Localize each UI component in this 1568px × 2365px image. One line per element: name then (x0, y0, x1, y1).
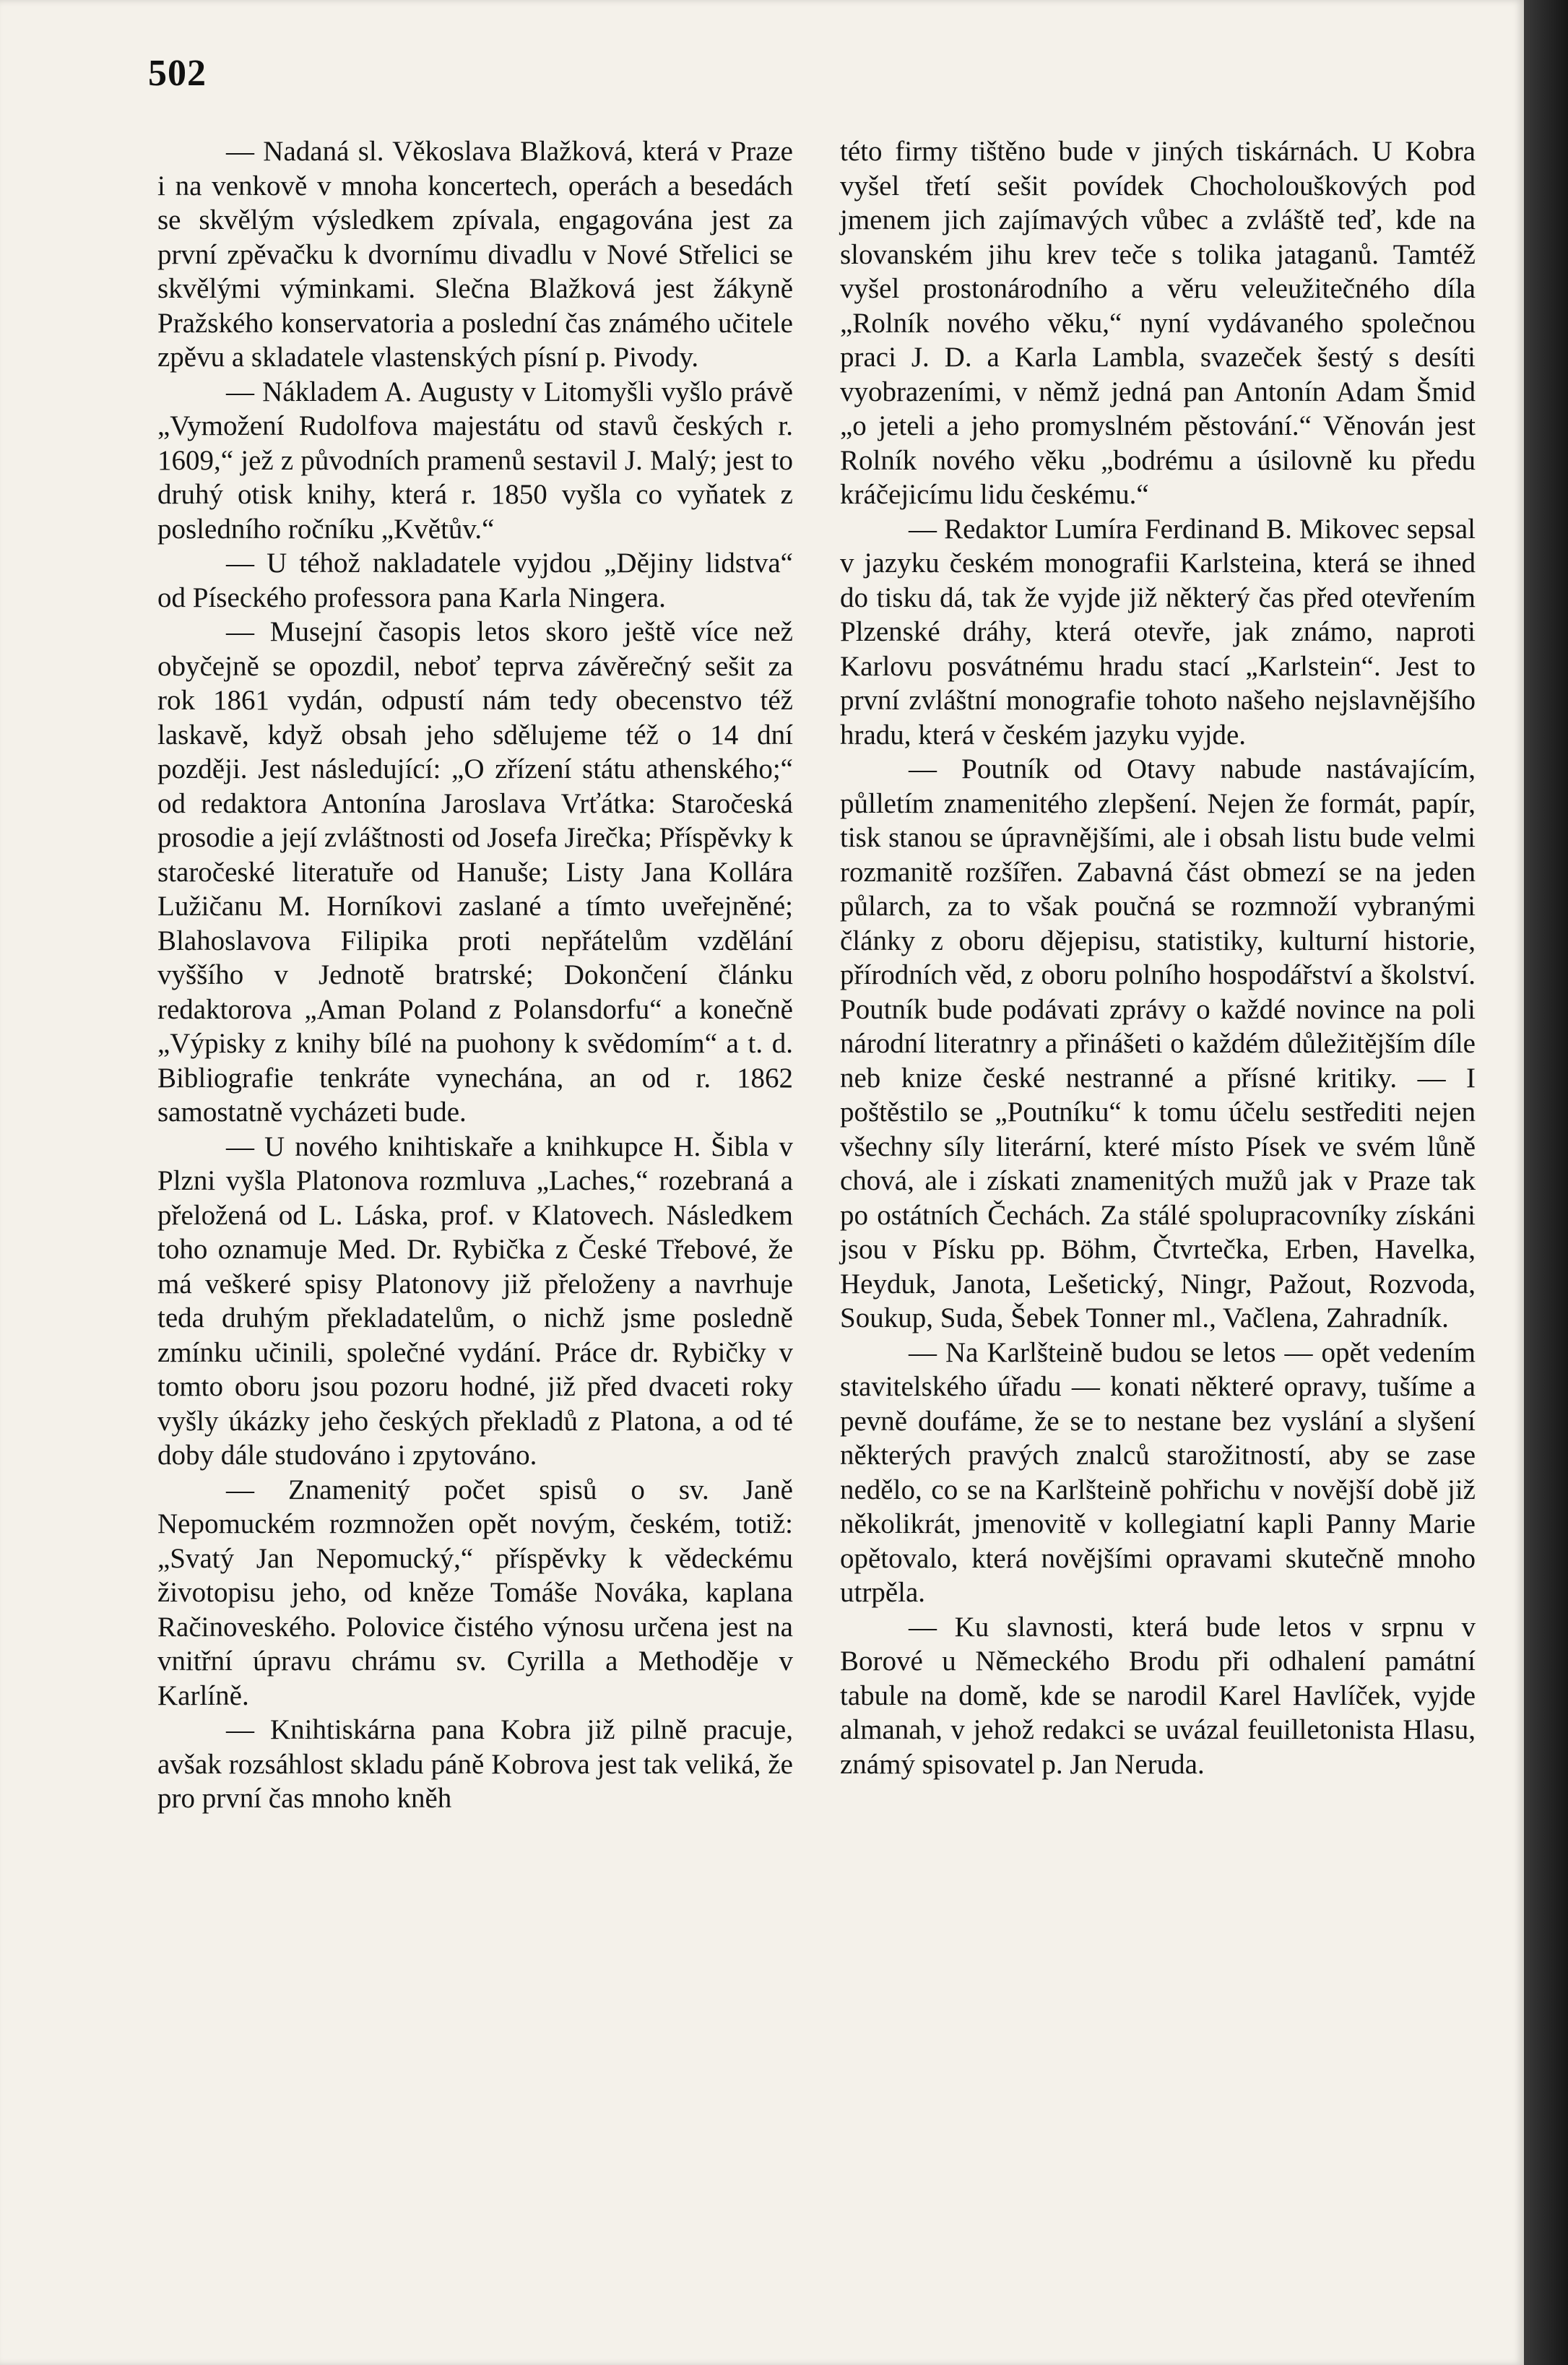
news-item-nepomucky: — Znamenitý počet spisů o sv. Janě Nepomuckém rozmnožen opět novým, českém, totiž: „Svatý Jan Nepomucký,“ příspěvky k vědeckému životopisu jeho, od kněze Tomáše Nováka, kaplana Račinoveského. Polovice čistého výnosu určena jest na vnitřní úpravu chrámu sv. Cyrilla a Methoděje v Karlíně. (157, 1474, 793, 1711)
news-item-augusta: — Nákladem A. Augusty v Litomyšli vyšlo právě „Vymožení Rudolfova majestátu od stavů českých r. 1609,“ jež z původních pramenů sestavil J. Malý; jest to druhý otisk knihy, která r. 1850 vyšla co vyňatek z posledního ročníku „Květův.“ (157, 376, 793, 545)
right-column (840, 134, 1476, 1781)
news-item-kober-start: — Knihtiskárna pana Kobra již pilně pracuje, avšak rozsáhlost skladu páně Kobrova jest tak veliká, že pro první čas mnoho kněh (157, 1714, 793, 1814)
news-item-blazkova: — Nadaná sl. Věkoslava Blažková, která v Praze i na venkově v mnoha koncertech, operách a besedách se skvělým výsledkem zpívala, engagována jest za první zpěvačku k dvornímu divadlu v Nové Střelici se skvělými výminkami. Slečna Blažková jest žákyně Pražského konservatoria a poslední čas známého učitele zpěvu a skladatele vlastenských písní p. Pivody. (157, 136, 793, 373)
news-item-poutnik: — Poutník od Otavy nabude nastávajícím, půlletím znamenitého zlepšení. Nejen že formát, papír, tisk stanou se úpravnějšími, ale i obsah listu bude velmi rozmanitě rozšířen. Zabavná část obmezí se na jeden půlarch, za to však poučná se rozmnoží vybranými články z oboru dějepisu, statistiky, kulturní historie, přírodních věd, z oboru polního hospodářství a školství. Poutník bude podávati zprávy o každé novince na poli národní literatnry a přinášeti o každém důležitějším díle neb knize české nestranné a přísné kritiky. — I poštěstilo se „Poutníku“ k tomu účelu sestřediti nejen všechny síly literární, které místo Písek ve svém lůně chová, ale i získati znamenitých mužů jak v Praze tak po ostátních Čechách. Za stálé spolupracovníky získáni jsou v Písku pp. Böhm, Čtvrtečka, Erben, Havelka, Heyduk, Janota, Lešetický, Ningr, Pažout, Rozvoda, Soukup, Suda, Šebek Tonner ml., Vačlena, Zahradník. (840, 753, 1476, 1333)
news-item-karlstein-monografie: — Redaktor Lumíra Ferdinand B. Mikovec sepsal v jazyku českém monografii Karlsteina, která se ihned do tisku dá, tak že vyjde již některý čas před otevřením Plzenské dráhy, která otevře, jak známo, naproti Karlovu posvátnému hradu stací „Karlstein“. Jest to první zvláštní monografie tohoto našeho nejslavnějšího hradu, která v českém jazyku vyjde. (840, 513, 1476, 751)
news-item-kober-cont: této firmy tištěno bude v jiných tiskárnách. U Kobra vyšel třetí sešit povídek Chocholouškových pod jmenem jich zajímavých vůbec a zvláště teď, kde na slovanském jihu krev teče s tolika jataganů. Tamtéž vyšel prostonárodního a věru veleužitečného díla „Rolník nového věku,“ nyní vydávaného společnou praci J. D. a Karla Lambla, svazeček šestý s desíti vyobrazeními, v němž jedná pan Antonín Adam Šmid „o jeteli a jeho promyslném pěstování.“ Věnován jest Rolník nového věku „bodrému a úsilovně ku předu kráčejicímu lidu českému.“ (840, 136, 1476, 510)
news-item-karlstein-opravy: — Na Karlšteině budou se letos — opět vedením stavitelského úřadu — konati některé opravy, tušíme a pevně doufáme, že se to nestane bez vyslání a slyšení některých pravých znalců starožitností, aby se zase nedělo, co se na Karlšteině pohřichu v novější době již několikrát, jmenovitě v kollegiatní kapli Panny Marie opětovalo, která novějšími opravami skutečně mnoho utrpěla. (840, 1336, 1476, 1608)
news-item-havlicek-almanah: — Ku slavnosti, která bude letos v srpnu v Borové u Německého Brodu při odhalení památní tabule na domě, kde se narodil Karel Havlíček, vyjde almanah, v jehož redakci se uvázal feuilletonista Hlasu, známý spisovatel p. Jan Neruda. (840, 1611, 1476, 1780)
page-edge (1524, 0, 1568, 2365)
news-item-ninger: — U téhož nakladatele vyjdou „Dějiny lidstva“ od Píseckého professora pana Karla Ningera. (157, 548, 793, 613)
news-item-platon: — U nového knihtiskaře a knihkupce H. Šibla v Plzni vyšla Platonova rozmluva „Laches,“ rozebraná a přeložená od L. Láska, prof. v Klatovech. Následkem toho oznamuje Med. Dr. Rybička z České Třebové, že má veškeré spisy Platonovy již přeloženy a navrhuje teda druhým překladatelům, o nichž jsme posledně zmínku učinili, společné vydání. Práce dr. Rybičky v tomto oboru jsou pozoru hodné, již před dvaceti roky vyšly úkázky jeho českých překladů z Platona, a od té doby dále studováno i zpytováno. (157, 1130, 793, 1471)
news-item-musejni-casopis: — Musejní časopis letos skoro ještě více než obyčejně se opozdil, neboť teprva závěrečný sešit za rok 1861 vydán, odpustí nám tedy obecenstvo též laskavě, když obsah jeho sdělujeme též o 14 dní později. Jest následující: „O zřízení státu athenského;“ od redaktora Antonína Jaroslava Vrťátka: Staročeská prosodie a její zvláštnosti od Josefa Jirečka; Příspěvky k staročeské literatuře od Hanuše; Listy Jana Kollára Lužičanu M. Horníkovi zaslané a tímto uveřejněné; Blahoslavova Filipika proti nepřátelům vzdělání vyššího v Jednotě bratrské; Dokončení článku redaktorova „Aman Poland z Polansdorfu“ a konečně „Výpisky z knihy bílé na puohony k svědomím“ a t. d. Bibliografie tenkráte vynechána, an od r. 1862 samostatně vycházeti bude. (157, 616, 793, 1128)
page-number: 502 (148, 53, 207, 94)
left-column (157, 134, 793, 1816)
